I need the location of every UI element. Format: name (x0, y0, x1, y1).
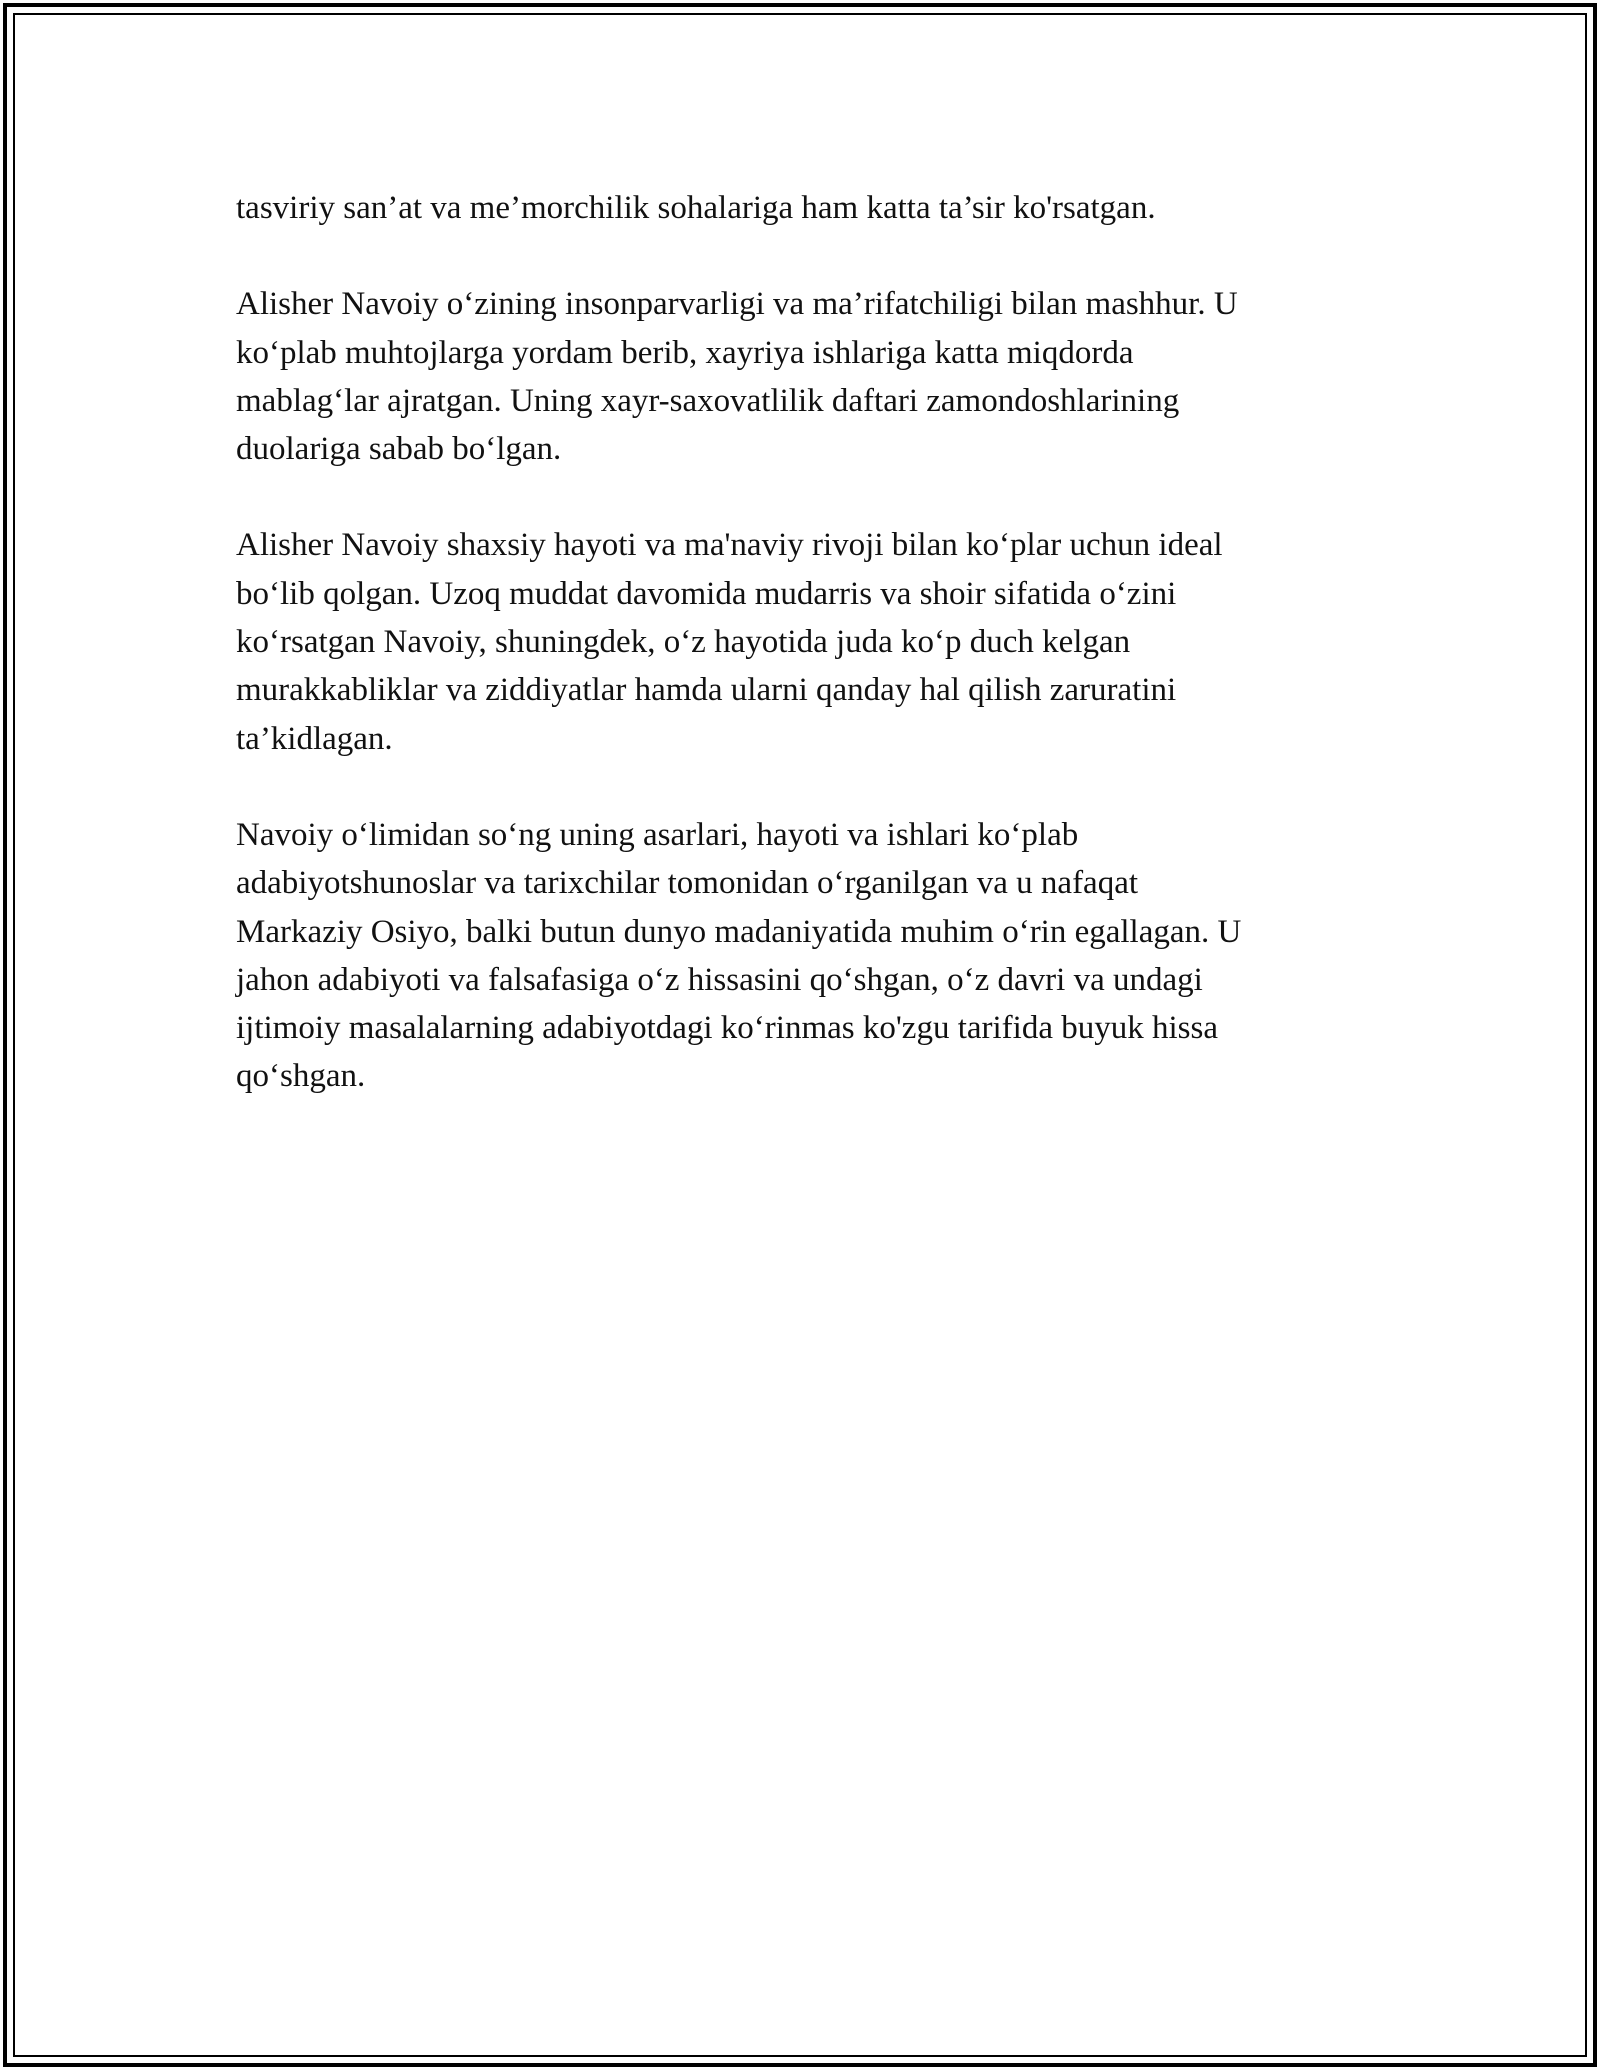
paragraph-4: Navoiy o‘limidan so‘ng uning asarlari, hayoti va ishlari ko‘plab adabiyotshunoslar va tarixchilar tomonidan o‘rganilgan va u nafaqat Markaziy Osiyo, balki butun dunyo madaniyatida muhim o‘rin egallagan. U jahon adabiyoti va falsafasiga o‘z hissasini qo‘shgan, o‘z davri va undagi ijtimoiy masalalarning adabiyotdagi ko‘rinmas ko'zgu tarifida buyuk hissa qo‘shgan. (236, 816, 1242, 1095)
paragraph-1: tasviriy san’at va me’morchilik sohalariga ham katta ta’sir ko'rsatgan. (236, 190, 1156, 226)
document-body (236, 184, 1366, 1149)
paragraph-3: Alisher Navoiy shaxsiy hayoti va ma'naviy rivoji bilan ko‘plar uchun ideal bo‘lib qolgan. Uzoq muddat davomida mudarris va shoir sifatida o‘zini ko‘rsatgan Navoiy, shuningdek, o‘z hayotida juda ko‘p duch kelgan murakkabliklar va ziddiyatlar hamda ularni qanday hal qilish zaruratini ta’kidlagan. (236, 527, 1223, 757)
paragraph-2: Alisher Navoiy o‘zining insonparvarligi va ma’rifatchiligi bilan mashhur. U ko‘plab muhtojlarga yordam berib, xayriya ishlariga katta miqdorda mablag‘lar ajratgan. Uning xayr-saxovatlilik daftari zamondoshlarining duolariga sabab bo‘lgan. (236, 286, 1238, 468)
